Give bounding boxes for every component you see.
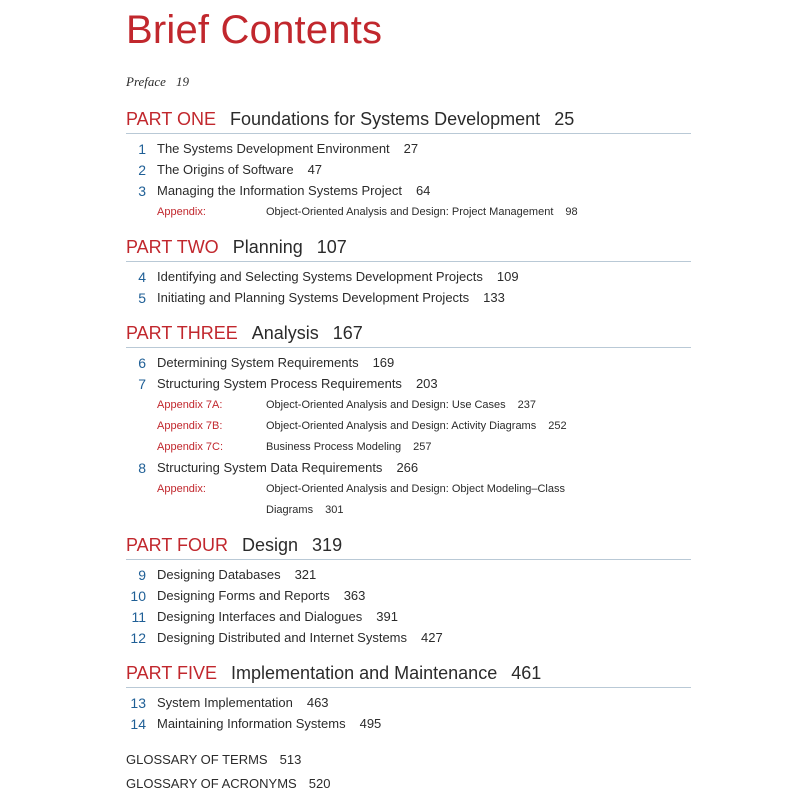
chapter-number: 8 xyxy=(138,460,146,476)
chapter-number: 14 xyxy=(130,716,146,732)
appendix-title: Object-Oriented Analysis and Design: Use Cases xyxy=(266,399,506,411)
part-heading[interactable] xyxy=(126,236,691,258)
part-page: 167 xyxy=(332,323,363,343)
chapter-entry[interactable] xyxy=(126,714,691,734)
part-page: 25 xyxy=(554,109,575,129)
chapter-page: 203 xyxy=(415,376,438,391)
chapter-title: Designing Databases xyxy=(157,567,281,582)
chapter-page: 27 xyxy=(403,141,419,156)
preface-page: 19 xyxy=(175,74,189,89)
chapter-entry[interactable] xyxy=(126,139,691,159)
chapter-entry[interactable] xyxy=(126,458,691,478)
part-title: Planning xyxy=(232,237,303,257)
part-four-section xyxy=(126,534,691,646)
appendix-title: Object-Oriented Analysis and Design: Object Modeling–Class xyxy=(266,483,565,495)
glossary-entry[interactable] xyxy=(126,752,301,767)
preface-label: Preface xyxy=(126,74,166,89)
glossary-page: 520 xyxy=(308,776,331,791)
glossary-entry[interactable] xyxy=(126,776,330,791)
part-two-section xyxy=(126,236,691,306)
appendix-label: Appendix 7C: xyxy=(157,441,224,453)
chapter-number: 11 xyxy=(131,609,146,625)
chapter-page: 169 xyxy=(372,355,395,370)
appendix-page: 301 xyxy=(325,504,344,516)
chapter-title: Determining System Requirements xyxy=(157,355,359,370)
chapter-title: Designing Distributed and Internet Systems xyxy=(157,630,408,645)
chapter-title: The Systems Development Environment xyxy=(157,141,390,156)
appendix-title-continued: Diagrams xyxy=(266,504,314,516)
part-heading[interactable] xyxy=(126,108,691,130)
appendix-title: Business Process Modeling xyxy=(266,441,402,453)
chapter-page: 64 xyxy=(415,183,431,198)
appendix-title: Object-Oriented Analysis and Design: Project Management xyxy=(266,206,554,218)
part-divider xyxy=(126,347,691,348)
chapter-entry[interactable] xyxy=(126,353,691,373)
chapter-title: Identifying and Selecting Systems Development Projects xyxy=(157,269,483,284)
chapter-number: 13 xyxy=(130,695,146,711)
glossary-title: GLOSSARY OF TERMS xyxy=(126,752,268,767)
chapter-title: System Implementation xyxy=(157,695,293,710)
appendix-page: 252 xyxy=(548,420,567,432)
chapter-title: Structuring System Process Requirements xyxy=(157,376,402,391)
chapter-number: 5 xyxy=(138,290,146,306)
chapter-entry[interactable] xyxy=(126,586,691,606)
chapter-entry[interactable] xyxy=(126,374,691,394)
appendix-label: Appendix 7B: xyxy=(157,420,223,432)
part-heading[interactable] xyxy=(126,534,691,556)
part-label: PART THREE xyxy=(126,323,238,343)
part-divider xyxy=(126,687,691,688)
appendix-label: Appendix: xyxy=(157,206,206,218)
chapter-page: 495 xyxy=(359,716,382,731)
part-divider xyxy=(126,261,691,262)
part-label: PART TWO xyxy=(126,237,219,257)
chapter-page: 463 xyxy=(306,695,329,710)
part-title: Analysis xyxy=(251,323,319,343)
preface-entry[interactable] xyxy=(126,74,189,90)
appendix-entry[interactable] xyxy=(126,395,691,415)
chapter-entry[interactable] xyxy=(126,288,691,308)
part-three-section xyxy=(126,322,691,516)
chapter-number: 3 xyxy=(138,183,146,199)
appendix-label: Appendix: xyxy=(157,483,206,495)
chapter-page: 47 xyxy=(307,162,323,177)
appendix-entry[interactable] xyxy=(126,479,691,499)
chapter-number: 1 xyxy=(138,141,146,157)
part-label: PART ONE xyxy=(126,109,217,129)
chapter-number: 9 xyxy=(138,567,146,583)
appendix-page: 257 xyxy=(413,441,432,453)
chapter-title: Initiating and Planning Systems Development Projects xyxy=(157,290,470,305)
chapter-title: The Origins of Software xyxy=(157,162,294,177)
part-one-section xyxy=(126,108,691,218)
part-title: Implementation and Maintenance xyxy=(231,663,498,683)
page-title: Brief Contents xyxy=(126,8,383,52)
part-title: Design xyxy=(242,535,299,555)
chapter-number: 12 xyxy=(130,630,146,646)
appendix-entry[interactable] xyxy=(126,416,691,436)
chapter-page: 427 xyxy=(421,630,443,645)
chapter-entry[interactable] xyxy=(126,267,691,287)
chapter-title: Designing Interfaces and Dialogues xyxy=(157,609,363,624)
chapter-entry[interactable] xyxy=(126,628,691,648)
chapter-page: 266 xyxy=(396,460,419,475)
chapter-page: 109 xyxy=(496,269,519,284)
appendix-entry[interactable] xyxy=(126,437,691,457)
part-label: PART FOUR xyxy=(126,535,229,555)
glossary-title: GLOSSARY OF ACRONYMS xyxy=(126,776,297,791)
appendix-label: Appendix 7A: xyxy=(157,399,223,411)
chapter-number: 6 xyxy=(138,355,146,371)
chapter-title: Designing Forms and Reports xyxy=(157,588,330,603)
glossary-page: 513 xyxy=(279,752,302,767)
part-page: 461 xyxy=(511,663,542,683)
chapter-entry[interactable] xyxy=(126,693,691,713)
part-divider xyxy=(126,559,691,560)
appendix-entry-continued[interactable] xyxy=(126,500,691,520)
chapter-entry[interactable] xyxy=(126,160,691,180)
chapter-entry[interactable] xyxy=(126,607,691,627)
chapter-title: Structuring System Data Requirements xyxy=(157,460,383,475)
chapter-page: 363 xyxy=(343,588,366,603)
part-five-section xyxy=(126,662,691,732)
chapter-title: Managing the Information Systems Project xyxy=(157,183,402,198)
appendix-page: 237 xyxy=(517,399,537,411)
part-page: 107 xyxy=(316,237,347,257)
chapter-entry[interactable] xyxy=(126,565,691,585)
part-heading[interactable] xyxy=(126,322,691,344)
part-heading[interactable] xyxy=(126,662,691,684)
chapter-page: 321 xyxy=(294,567,317,582)
chapter-entry[interactable] xyxy=(126,181,691,201)
part-title: Foundations for Systems Development xyxy=(230,109,541,129)
appendix-title: Object-Oriented Analysis and Design: Activity Diagrams xyxy=(266,420,537,432)
part-divider xyxy=(126,133,691,134)
chapter-number: 7 xyxy=(138,376,146,392)
appendix-page: 98 xyxy=(565,206,578,218)
appendix-entry[interactable] xyxy=(126,202,691,222)
chapter-number: 2 xyxy=(138,162,146,178)
chapter-page: 391 xyxy=(376,609,398,624)
chapter-number: 4 xyxy=(138,269,146,285)
part-label: PART FIVE xyxy=(126,663,218,683)
chapter-number: 10 xyxy=(130,588,146,604)
chapter-page: 133 xyxy=(483,290,505,305)
part-page: 319 xyxy=(312,535,343,555)
chapter-title: Maintaining Information Systems xyxy=(157,716,346,731)
